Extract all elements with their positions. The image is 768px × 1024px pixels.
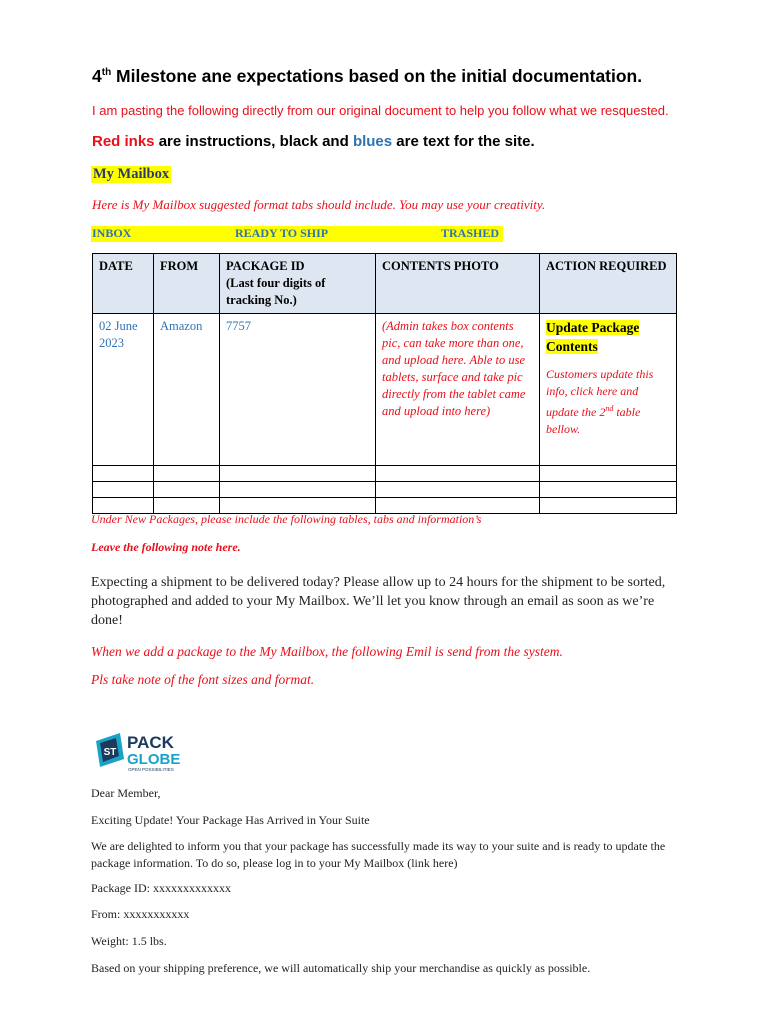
leave-note-instruction: Leave the following note here. (91, 540, 241, 554)
tab-trashed[interactable]: TRASHED (441, 226, 500, 240)
color-legend (92, 133, 535, 150)
mailbox-table (92, 253, 677, 514)
packglobe-logo (94, 729, 204, 773)
logo-word-pack: PACK (127, 733, 174, 752)
email-closing: Based on your shipping preference, we will automatically ship your merchandise as quickly as possible. (91, 961, 591, 975)
email-package-id: Package ID: xxxxxxxxxxxxx (91, 881, 231, 895)
cell-package-id: 7757 (220, 314, 376, 466)
title-superscript: th (101, 67, 112, 79)
empty-cell (376, 466, 540, 482)
packglobe-logo-icon (94, 729, 204, 773)
action-note-tail: table bellow. (546, 405, 641, 436)
mailbox-title: My Mailbox (93, 166, 170, 182)
page-title (92, 66, 642, 87)
empty-cell (540, 498, 677, 514)
legend-mid1: are instructions, black and (154, 133, 353, 150)
legend-red: Red inks (92, 133, 155, 150)
legend-mid2: are text for the site. (392, 133, 535, 150)
logo-badge-text: ST (103, 747, 117, 758)
email-subject-line: Exciting Update! Your Package Has Arrived in Your Suite (91, 813, 370, 827)
action-note-superscript: nd (605, 404, 614, 413)
tabs-bar (91, 226, 503, 242)
empty-cell (220, 482, 376, 498)
empty-cell (220, 466, 376, 482)
logo-tagline: OPEN POSSIBILITIES (128, 767, 174, 772)
mailbox-instruction: Here is My Mailbox suggested format tabs should include. You may use your creativity. (92, 197, 546, 212)
empty-cell (376, 482, 540, 498)
action-note-text: Customers update this info, click here and update the 2 (546, 367, 654, 419)
cell-from: Amazon (154, 314, 220, 466)
intro-note: I am pasting the following directly from our original document to help you follow what we resquested. (92, 103, 669, 118)
email-from: From: xxxxxxxxxxx (91, 907, 190, 921)
cell-date: 02 June 2023 (93, 314, 154, 466)
email-greeting: Dear Member, (91, 786, 161, 800)
empty-cell (93, 482, 154, 498)
header-package-id (220, 254, 376, 314)
header-package-id-title: PACKAGE ID (226, 259, 305, 273)
table-row (93, 466, 677, 482)
email-weight: Weight: 1.5 lbs. (91, 934, 167, 948)
header-contents-photo: CONTENTS PHOTO (376, 254, 540, 314)
header-date: DATE (93, 254, 154, 314)
tab-inbox[interactable]: INBOX (92, 226, 132, 240)
empty-cell (93, 466, 154, 482)
empty-cell (540, 482, 677, 498)
table-row (93, 482, 677, 498)
email-intro-note: When we add a package to the My Mailbox, the following Emil is send from the system. (91, 644, 563, 659)
logo-word-globe: GLOBE (127, 751, 181, 768)
new-packages-note: Under New Packages, please include the following tables, tabs and information’s (91, 512, 482, 526)
title-number: 4 (92, 66, 102, 86)
table-row (93, 314, 677, 466)
header-action-required: ACTION REQUIRED (540, 254, 677, 314)
title-text: Milestone ane expectations based on the initial documentation. (111, 66, 643, 86)
header-from: FROM (154, 254, 220, 314)
empty-cell (540, 466, 677, 482)
table-header-row (93, 254, 677, 314)
action-note (546, 366, 670, 438)
cell-contents-photo[interactable]: (Admin takes box contents pic, can take more than one, and upload here. Able to use tablets, surface and take pic directly from the tablet came and upload into here) (376, 314, 540, 466)
empty-cell (154, 482, 220, 498)
header-package-id-subtitle: (Last four digits of tracking No.) (226, 276, 326, 307)
cell-action-required (540, 314, 677, 466)
email-body: We are delighted to inform you that your package has successfully made its way to your suite and is ready to update the package information. To do so, please log in to your My Mailbox (link here) (91, 839, 666, 870)
update-package-contents-link[interactable]: Update Package Contents (546, 320, 640, 354)
tab-ready-to-ship[interactable]: READY TO SHIP (235, 226, 329, 240)
empty-cell (154, 466, 220, 482)
expecting-shipment-note: Expecting a shipment to be delivered today? Please allow up to 24 hours for the shipment to be sorted, photographed and added to your My Mailbox. We’ll let you know through an email as soon as we’re done! (91, 575, 666, 628)
legend-blue: blues (352, 133, 393, 150)
font-note: Pls take note of the font sizes and format. (91, 672, 315, 687)
